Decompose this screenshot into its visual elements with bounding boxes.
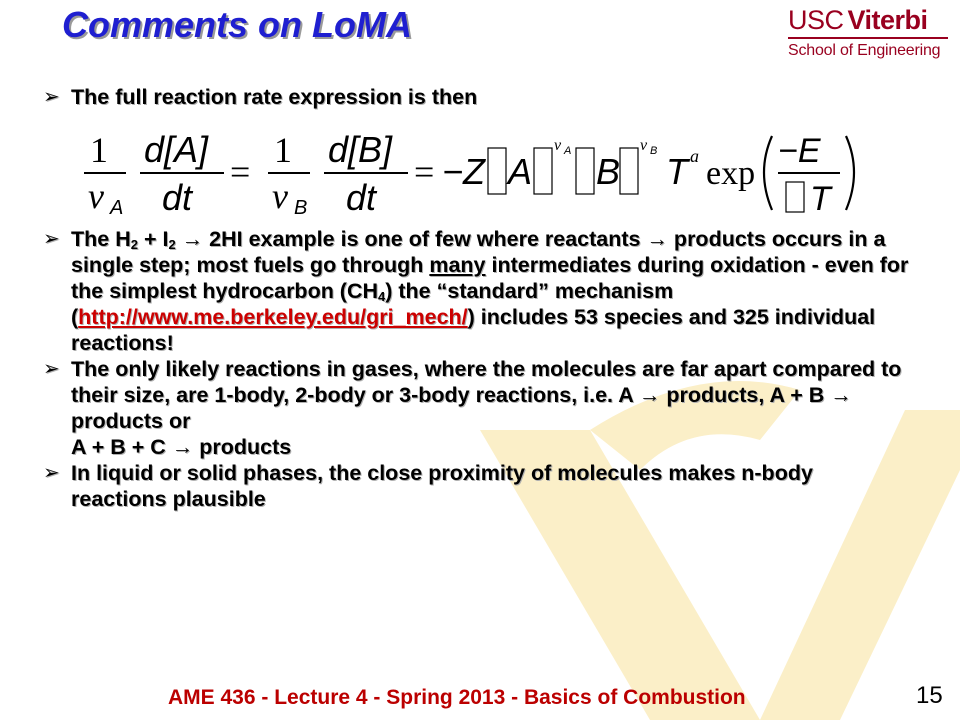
rate-expression-equation-exp bbox=[706, 126, 906, 222]
page-number: 15 bbox=[916, 682, 943, 709]
eq-one-b: 1 bbox=[274, 130, 292, 170]
eq-nu-b: ν bbox=[272, 176, 288, 216]
eq-nu-a: ν bbox=[88, 176, 104, 216]
eq-sub-b: B bbox=[294, 197, 308, 219]
bullet-item-1 bbox=[43, 84, 913, 110]
eq-sub-a: A bbox=[110, 197, 124, 219]
bullet-text: The $H_2 + I_2 \to 2HI$ example is one of few where reactants → products occurs in a single step; most fuels go through many intermediates during oxidation - even for the simplest hydrocarbon $(CH_4)$ the “standard” mechanism (http://www.me.berkeley.edu/gri_mech/) includes 53 species and 325 individual reactions! bbox=[71, 227, 909, 355]
eq-conc-b: B bbox=[596, 151, 621, 192]
slide-footer: AME 436 - Lecture 4 - Spring 2013 - Basics of Combustion bbox=[168, 686, 746, 709]
logo-divider bbox=[788, 37, 948, 39]
eq-temp: T bbox=[666, 151, 688, 192]
bullet-item-3 bbox=[43, 356, 913, 460]
eq-one-a: 1 bbox=[90, 130, 108, 170]
bullet-text: The full reaction rate expression is then bbox=[71, 85, 478, 109]
bullet-item-4 bbox=[43, 460, 913, 512]
eq-temp-exp: a bbox=[690, 146, 699, 166]
logo-school-text: School of Engineering bbox=[788, 42, 941, 59]
logo-viterbi-text: Viterbi bbox=[847, 5, 928, 35]
bullet-text: In liquid or solid phases, the close proximity of molecules makes n-body reactions plausible bbox=[71, 461, 813, 511]
eq-minus-e: −E bbox=[778, 132, 821, 170]
eq-minus-z: −Z bbox=[442, 151, 486, 192]
eq-dt-a: dt bbox=[162, 177, 193, 218]
arrow-bullet-icon: ➢ bbox=[43, 462, 60, 484]
eq-equals-1: = bbox=[230, 152, 251, 192]
slide-title: Comments on LoMA bbox=[62, 4, 412, 45]
bullet-text: The only likely reactions in gases, where the molecules are far apart compared to their size, are 1-body, 2-body or 3-body reactions, i.e. A → products, A + B → products or A + B + C → products bbox=[71, 357, 902, 459]
rate-expression-equation bbox=[78, 126, 778, 222]
gri-mech-link[interactable]: http://www.me.berkeley.edu/gri_mech/ bbox=[78, 305, 468, 329]
eq-dt-b: dt bbox=[346, 177, 377, 218]
eq-db: d[B] bbox=[328, 129, 393, 170]
eq-temp-2: T bbox=[810, 180, 831, 218]
bullet-item-2 bbox=[43, 226, 913, 356]
eq-exp-b-sub: B bbox=[650, 145, 658, 157]
eq-equals-2: = bbox=[414, 152, 435, 192]
usc-viterbi-logo bbox=[788, 6, 950, 64]
eq-exp-a-sub: A bbox=[564, 145, 572, 157]
logo-usc-text: USC bbox=[788, 5, 844, 35]
arrow-bullet-icon: ➢ bbox=[43, 358, 60, 380]
eq-exp-a: ν bbox=[554, 137, 562, 154]
arrow-bullet-icon: ➢ bbox=[43, 228, 60, 250]
eq-da: d[A] bbox=[144, 129, 209, 170]
arrow-bullet-icon: ➢ bbox=[43, 86, 60, 108]
emphasis-many: many bbox=[429, 253, 486, 277]
eq-exp-b: ν bbox=[640, 137, 648, 154]
eq-conc-a: A bbox=[508, 151, 533, 192]
eq-exp-func: exp bbox=[706, 155, 756, 192]
